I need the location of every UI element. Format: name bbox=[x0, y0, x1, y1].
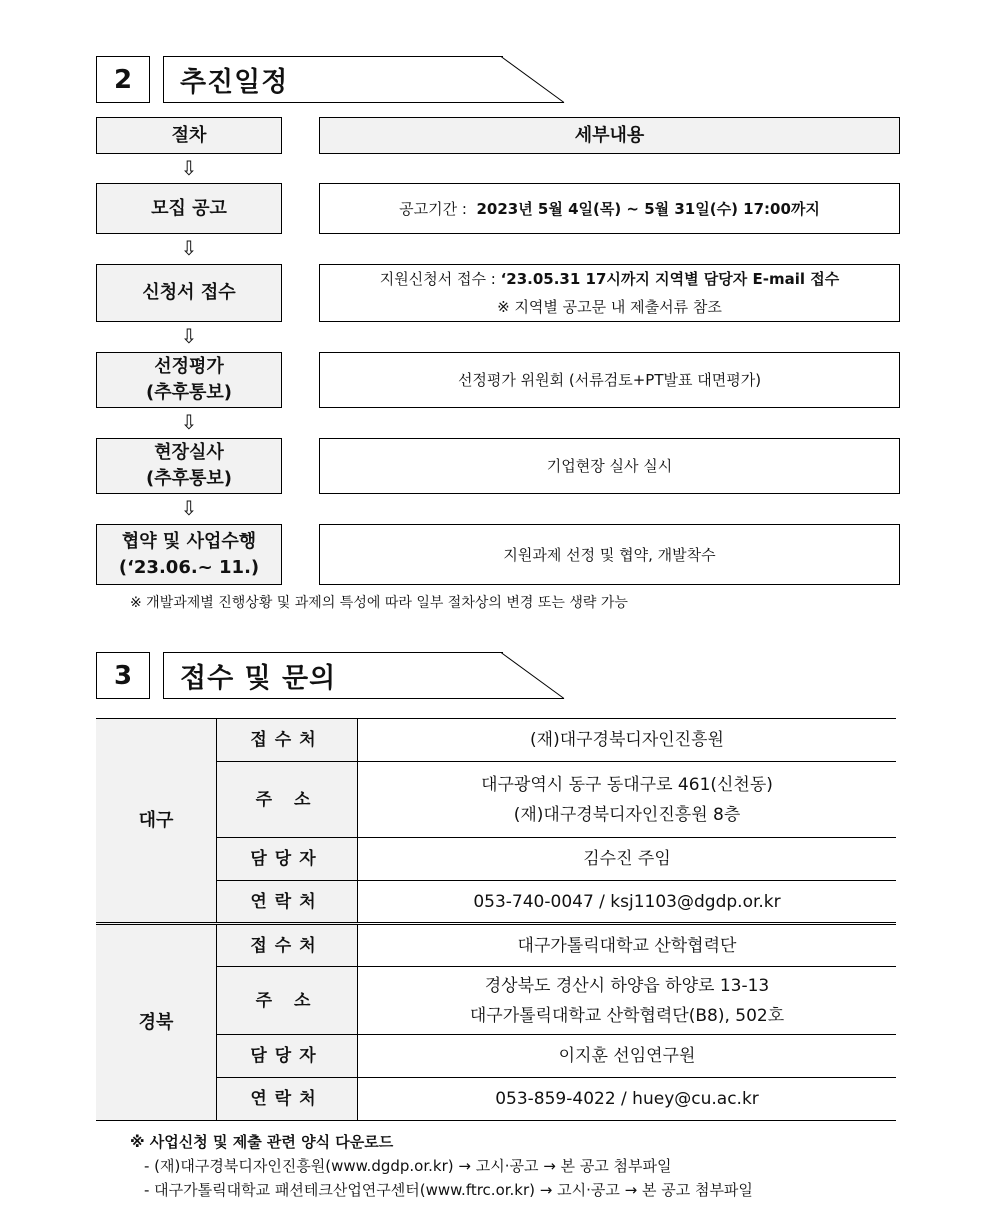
table-row bbox=[96, 1078, 896, 1121]
step-application bbox=[96, 264, 282, 322]
step-name: 모집 공고 bbox=[151, 197, 227, 219]
table-row bbox=[96, 838, 896, 881]
step-evaluation bbox=[96, 352, 282, 408]
daegu-contact: 053-740-0047 / ksj1103@dgdp.or.kr bbox=[358, 881, 897, 924]
address-line-2: (재)대구경북디자인진흥원 8층 bbox=[513, 804, 741, 825]
table-row bbox=[96, 881, 896, 924]
step-name-sub: (추후통보) bbox=[145, 468, 232, 489]
detail-label: 지원신청서 접수 : bbox=[379, 270, 496, 288]
section-2-title-text: 추진일정 bbox=[180, 67, 289, 98]
section-3-title bbox=[163, 652, 503, 699]
address-line-1: 대구광역시 동구 동대구로 461(신천동) bbox=[481, 774, 773, 795]
down-arrow-icon: ⇩ bbox=[180, 156, 198, 180]
down-arrow-icon: ⇩ bbox=[180, 410, 198, 434]
step-site-inspection bbox=[96, 438, 282, 494]
gyeongbuk-contact: 053-859-4022 / huey@cu.ac.kr bbox=[358, 1078, 897, 1121]
step-evaluation-detail: 선정평가 위원회 (서류검토+PT발표 대면평가) bbox=[319, 352, 900, 408]
step-name-sub: (추후통보) bbox=[145, 382, 232, 403]
label-office: 접수처 bbox=[217, 719, 358, 762]
table-row bbox=[96, 967, 896, 1035]
step-recruit-notice-detail bbox=[319, 183, 900, 234]
detail-value: 2023년 5월 4일(목) ~ 5월 31일(수) 17:00까지 bbox=[476, 199, 820, 218]
section-2-title-slant bbox=[500, 56, 566, 104]
step-name: 신청서 접수 bbox=[142, 282, 236, 303]
label-contact: 연락처 bbox=[217, 881, 358, 924]
address-line-1: 경상북도 경산시 하양읍 하양로 13-13 bbox=[484, 975, 770, 996]
label-manager: 담당자 bbox=[217, 1035, 358, 1078]
label-address: 주 소 bbox=[217, 967, 358, 1035]
section-3-title-text: 접수 및 문의 bbox=[180, 663, 337, 694]
download-line-1: - (재)대구경북디자인진흥원(www.dgdp.or.kr) → 고시·공고 → 본 공고 첨부파일 bbox=[144, 1157, 672, 1175]
details-header: 세부내용 bbox=[319, 117, 900, 154]
table-row bbox=[96, 719, 896, 762]
region-daegu: 대구 bbox=[96, 719, 217, 924]
daegu-address bbox=[358, 762, 897, 838]
download-line-2: - 대구가톨릭대학교 패션테크산업연구센터(www.ftrc.or.kr) → 고시·공고 → 본 공고 첨부파일 bbox=[144, 1181, 753, 1199]
detail-label: 공고기간 : bbox=[399, 199, 467, 218]
step-name: 협약 및 사업수행 bbox=[121, 530, 257, 552]
contact-table bbox=[96, 718, 896, 1121]
step-recruit-notice bbox=[96, 183, 282, 234]
detail-value: ‘23.05.31 17시까지 지역별 담당자 E-mail 접수 bbox=[500, 270, 840, 288]
down-arrow-icon: ⇩ bbox=[180, 236, 198, 260]
down-arrow-icon: ⇩ bbox=[180, 324, 198, 348]
down-arrow-icon: ⇩ bbox=[180, 496, 198, 520]
gyeongbuk-address bbox=[358, 967, 897, 1035]
table-row bbox=[96, 762, 896, 838]
download-title: ※ 사업신청 및 제출 관련 양식 다운로드 bbox=[130, 1133, 394, 1151]
schedule-note: ※ 개발과제별 진행상황 및 과제의 특성에 따라 일부 절차상의 변경 또는 생략 가능 bbox=[130, 595, 628, 611]
daegu-manager: 김수진 주임 bbox=[358, 838, 897, 881]
step-name: 현장실사 bbox=[154, 442, 224, 463]
procedure-header: 절차 bbox=[96, 117, 282, 154]
label-contact: 연락처 bbox=[217, 1078, 358, 1121]
step-name-sub: (‘23.06.~ 11.) bbox=[118, 556, 260, 578]
region-gyeongbuk: 경북 bbox=[96, 924, 217, 1121]
address-line-2: 대구가톨릭대학교 산학협력단(B8), 502호 bbox=[469, 1005, 785, 1026]
step-site-inspection-detail: 기업현장 실사 실시 bbox=[319, 438, 900, 494]
gyeongbuk-manager: 이지훈 선임연구원 bbox=[358, 1035, 897, 1078]
table-row bbox=[96, 924, 896, 967]
table-row bbox=[96, 1035, 896, 1078]
section-3-title-slant bbox=[500, 652, 566, 700]
step-name: 선정평가 bbox=[154, 356, 224, 377]
label-address: 주 소 bbox=[217, 762, 358, 838]
section-2-title bbox=[163, 56, 503, 103]
detail-line-1 bbox=[380, 265, 839, 293]
section-2-number: 2 bbox=[96, 56, 150, 103]
step-agreement-detail: 지원과제 선정 및 협약, 개발착수 bbox=[319, 524, 900, 585]
gyeongbuk-office: 대구가톨릭대학교 산학협력단 bbox=[358, 924, 897, 967]
daegu-office: (재)대구경북디자인진흥원 bbox=[358, 719, 897, 762]
detail-line-2: ※ 지역별 공고문 내 제출서류 참조 bbox=[497, 298, 722, 316]
step-application-detail bbox=[319, 264, 900, 322]
step-agreement bbox=[96, 524, 282, 585]
section-3-number: 3 bbox=[96, 652, 150, 699]
label-manager: 담당자 bbox=[217, 838, 358, 881]
label-office: 접수처 bbox=[217, 924, 358, 967]
